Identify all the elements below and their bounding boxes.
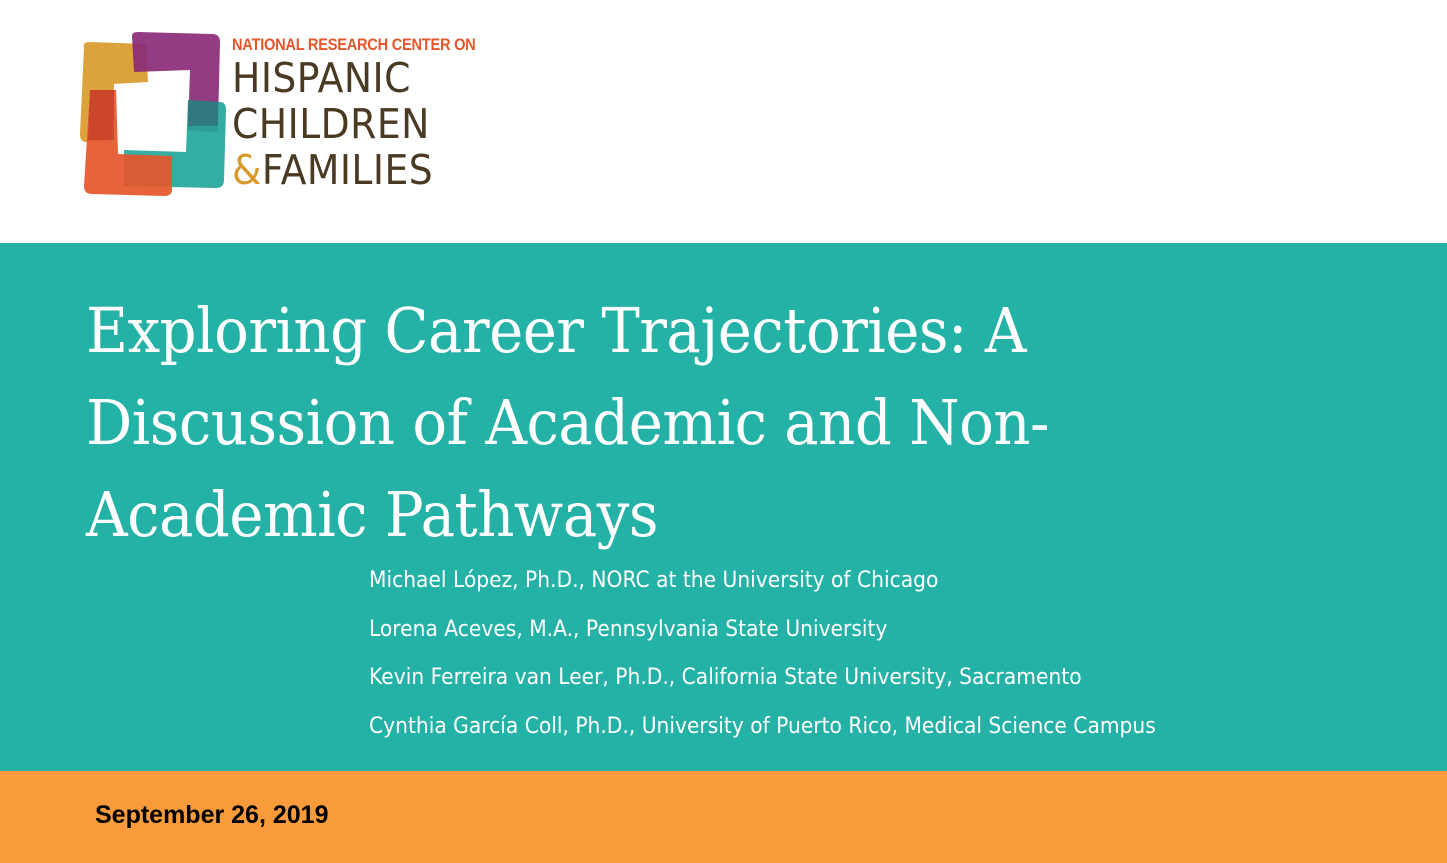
title-line: Discussion of Academic and Non- — [86, 386, 1050, 459]
author-item: Michael López, Ph.D., NORC at the University of Chicago — [369, 568, 939, 593]
organization-logo — [76, 30, 476, 200]
author-item: Cynthia García Coll, Ph.D., University of Puerto Rico, Medical Science Campus — [369, 713, 1156, 739]
logo-ampersand: & — [232, 146, 262, 194]
title-line: Academic Pathways — [86, 478, 658, 551]
logo-word-families: FAMILIES — [261, 146, 434, 194]
logo-line-children: CHILDREN — [232, 100, 430, 148]
logo-wordmark — [232, 35, 476, 193]
logo-line-families — [232, 147, 456, 193]
presentation-title — [86, 285, 1286, 561]
author-item: Lorena Aceves, M.A., Pennsylvania State University — [369, 616, 888, 642]
footer-band — [0, 771, 1447, 863]
author-item: Kevin Ferreira van Leer, Ph.D., California State University, Sacramento — [369, 665, 1082, 690]
header — [0, 0, 1447, 243]
logo-squares-icon — [76, 30, 226, 198]
logo-line-hispanic: HISPANIC — [232, 54, 411, 102]
presentation-date: September 26, 2019 — [95, 801, 329, 829]
logo-supertitle: NATIONAL RESEARCH CENTER ON — [232, 35, 476, 54]
author-list — [369, 565, 1369, 759]
title-line: Exploring Career Trajectories: A — [86, 294, 1027, 367]
